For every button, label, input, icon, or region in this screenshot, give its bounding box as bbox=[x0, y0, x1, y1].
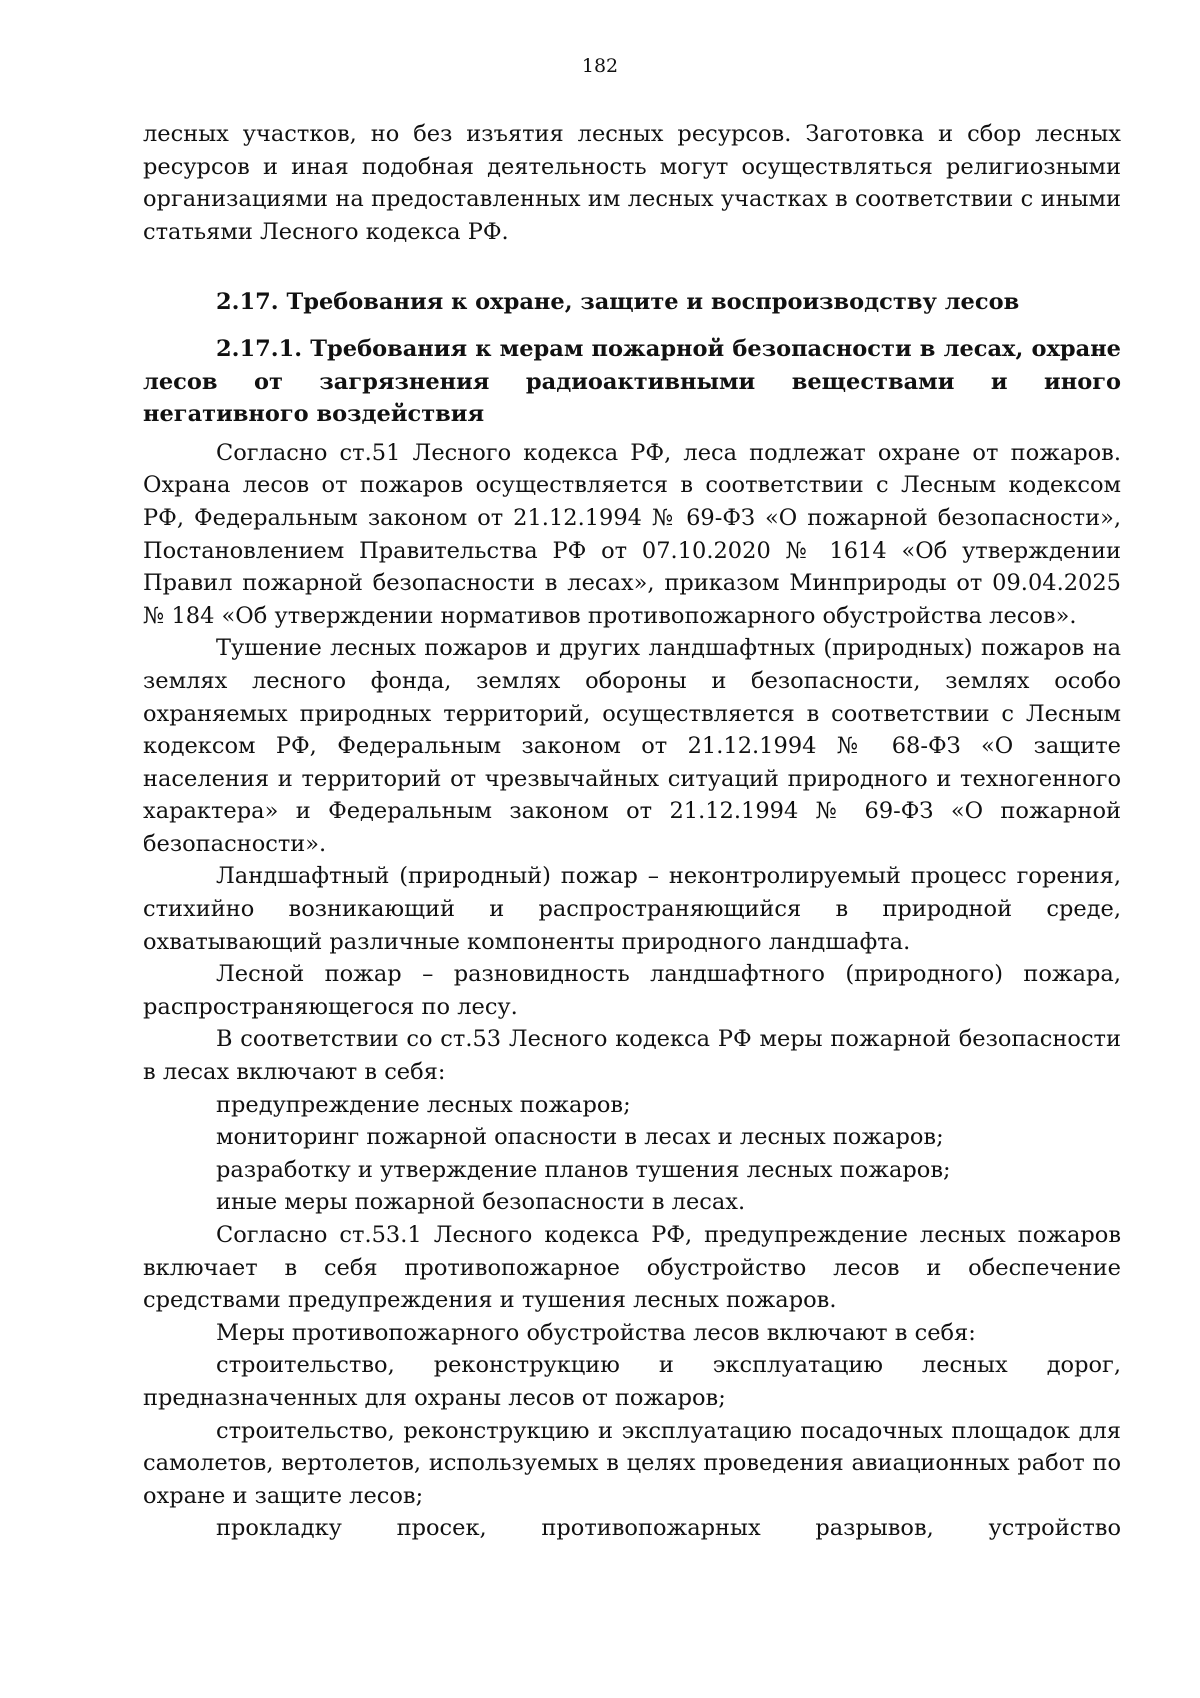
subsection-heading: 2.17.1. Требования к мерам пожарной безопасности в лесах, охране лесов от загрязнения радиоактивными веществами и иного негативного воздействия bbox=[143, 335, 1121, 428]
section-heading: 2.17. Требования к охране, защите и воспроизводству лесов bbox=[216, 289, 1020, 316]
list-item: строительство, реконструкцию и эксплуатацию посадочных площадок для самолетов, вертолетов, используемых в целях проведения авиационных работ по охране и защите лесов; bbox=[143, 1417, 1121, 1509]
body-paragraph: Согласно ст.53.1 Лесного кодекса РФ, предупреждение лесных пожаров включает в себя противопожарное обустройство лесов и обеспечение средствами предупреждения и тушения лесных пожаров. bbox=[143, 1222, 1121, 1314]
body-paragraph: Ландшафтный (природный) пожар – неконтролируемый процесс горения, стихийно возникающий и распространяющийся в природной среде, охватывающий различные компоненты природного ландшафта. bbox=[143, 863, 1121, 955]
list-item: иные меры пожарной безопасности в лесах. bbox=[216, 1189, 746, 1216]
body-paragraph: Тушение лесных пожаров и других ландшафтных (природных) пожаров на землях лесного фонда, землях обороны и безопасности, землях особо охраняемых природных территорий, осуществляется в соответствии с Лесным кодексом РФ, Федеральным законом от 21.12.1994 № 68-ФЗ «О защите населения и территорий от чрезвычайных ситуаций природного и техногенного характера» и Федеральным законом от 21.12.1994 № 69-ФЗ «О пожарной безопасности». bbox=[143, 635, 1121, 857]
list-item: предупреждение лесных пожаров; bbox=[216, 1091, 631, 1118]
body-paragraph: В соответствии со ст.53 Лесного кодекса РФ меры пожарной безопасности в лесах включают в себя: bbox=[143, 1026, 1121, 1086]
page-number: 182 bbox=[581, 55, 619, 77]
list-item: мониторинг пожарной опасности в лесах и лесных пожаров; bbox=[216, 1124, 944, 1151]
list-item: прокладку просек, противопожарных разрывов, устройство bbox=[216, 1515, 1121, 1542]
page-body bbox=[143, 118, 1121, 1545]
list-item: строительство, реконструкцию и эксплуатацию лесных дорог, предназначенных для охраны лесов от пожаров; bbox=[143, 1352, 1121, 1411]
body-paragraph: Меры противопожарного обустройства лесов включают в себя: bbox=[216, 1319, 976, 1346]
body-paragraph: Лесной пожар – разновидность ландшафтного (природного) пожара, распространяющегося по лесу. bbox=[143, 961, 1121, 1020]
list-item: разработку и утверждение планов тушения лесных пожаров; bbox=[216, 1156, 951, 1183]
body-paragraph: Согласно ст.51 Лесного кодекса РФ, леса подлежат охране от пожаров. Охрана лесов от пожаров осуществляется в соответствии с Лесным кодексом РФ, Федеральным законом от 21.12.1994 № 69-ФЗ «О пожарной безопасности», Постановлением Правительства РФ от 07.10.2020 № 1614 «Об утверждении Правил пожарной безопасности в лесах», приказом Минприроды от 09.04.2025 № 184 «Об утверждении нормативов противопожарного обустройства лесов». bbox=[143, 439, 1121, 629]
intro-paragraph: лесных участков, но без изъятия лесных ресурсов. Заготовка и сбор лесных ресурсов и иная подобная деятельность могут осуществляться религиозными организациями на предоставленных им лесных участках в соответствии с иными статьями Лесного кодекса РФ. bbox=[143, 121, 1121, 245]
